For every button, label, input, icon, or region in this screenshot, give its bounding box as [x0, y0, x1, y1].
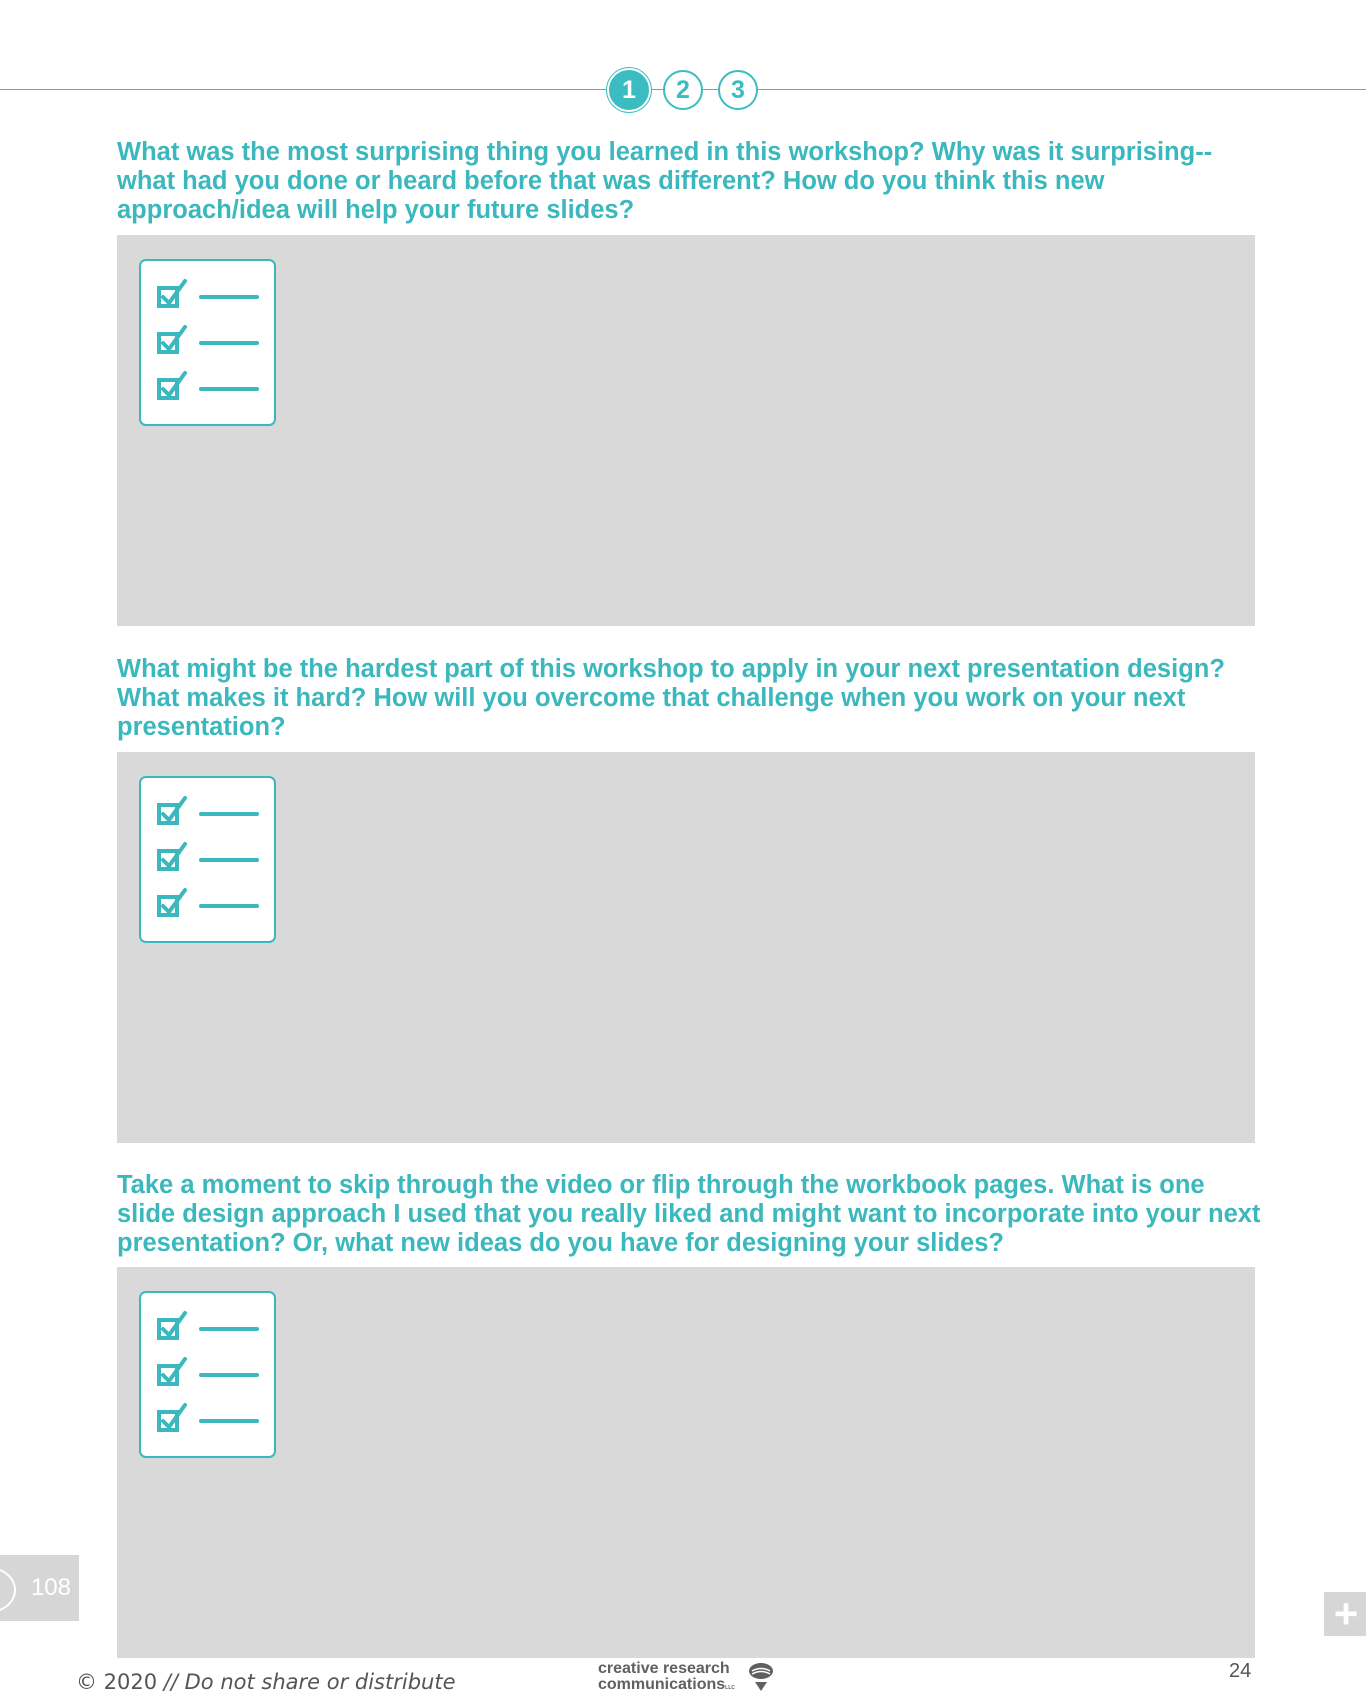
question-1: What was the most surprising thing you learned in this workshop? Why was it surprising--what had you done or heard before that was different? How do you think this new approach/idea will help your future slides? — [117, 138, 1213, 224]
side-page-badge[interactable] — [0, 1555, 79, 1621]
add-button[interactable] — [1324, 1592, 1366, 1636]
checklist-icon — [139, 776, 276, 943]
step-2[interactable]: 2 — [663, 70, 703, 110]
brain-bulb-icon — [748, 1662, 774, 1694]
step-1[interactable]: 1 — [609, 70, 649, 110]
logo-line-1: creative research — [598, 1660, 730, 1677]
copyright-year: © 2020 — [76, 1670, 158, 1694]
side-page-number: 108 — [30, 1574, 71, 1601]
logo-mark: LLC — [725, 1685, 735, 1691]
answer-box-3[interactable] — [117, 1267, 1255, 1658]
copyright-text: // Do not share or distribute — [157, 1670, 456, 1694]
page-number: 24 — [1229, 1660, 1252, 1682]
logo-line-2: communications — [598, 1676, 726, 1693]
step-3[interactable]: 3 — [718, 70, 758, 110]
checklist-icon — [139, 1291, 276, 1458]
company-logo — [598, 1661, 735, 1696]
question-2: What might be the hardest part of this workshop to apply in your next presentation design? What makes it hard? How will you overcome that challenge when you work on your next presentation? — [117, 655, 1225, 741]
checklist-icon — [139, 259, 276, 426]
copyright — [76, 1670, 456, 1694]
answer-box-2[interactable] — [117, 752, 1255, 1143]
badge-arc — [0, 1567, 16, 1613]
plus-icon: + — [1333, 1590, 1359, 1637]
answer-box-1[interactable] — [117, 235, 1255, 626]
question-3: Take a moment to skip through the video or flip through the workbook pages. What is one slide design approach I used that you really liked and might want to incorporate into your next presentation? Or, what new ideas do you have for designing your slides? — [117, 1171, 1261, 1257]
